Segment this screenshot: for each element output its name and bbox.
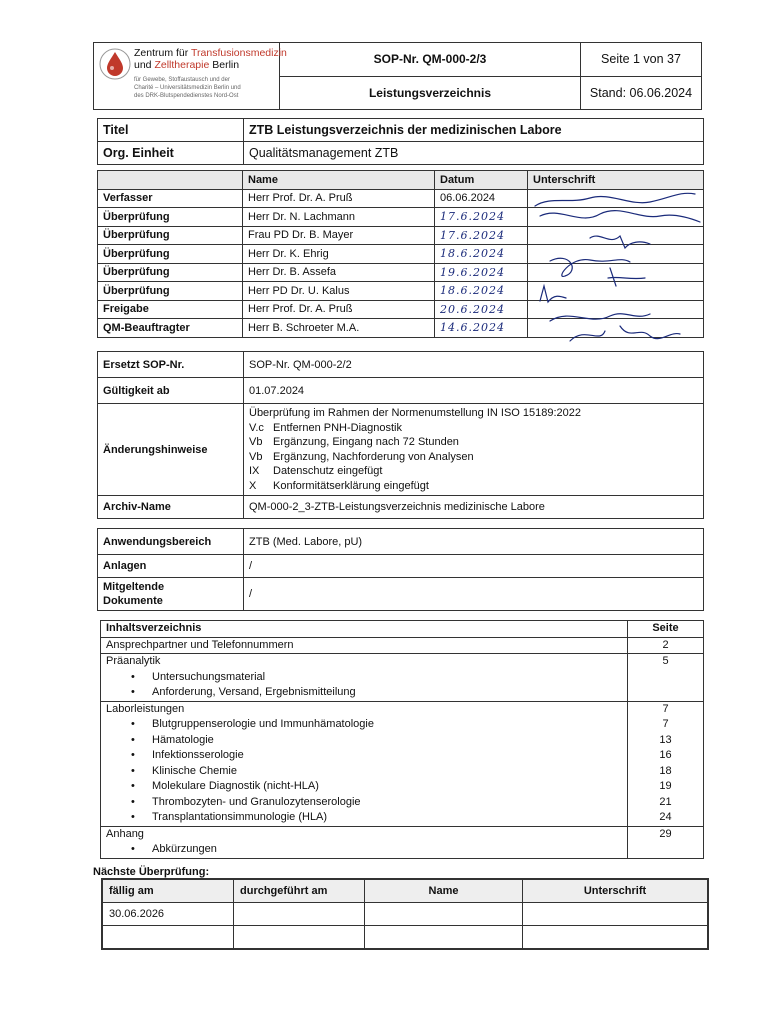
scope-value: ZTB (Med. Labore, pU) [244,529,704,555]
table-row [102,926,708,950]
toc-page: 5 [628,654,704,702]
next-review-cell[interactable] [234,903,365,926]
toc-section-title[interactable]: Laborleistungen [106,702,185,715]
scope-label: Anwendungsbereich [98,529,244,555]
change-text: Entfernen PNH-Diagnostik [273,421,403,434]
toc-subitem[interactable]: • Abkürzungen [152,842,622,858]
next-review-cell[interactable] [234,926,365,950]
signature-header-name: Name [243,171,435,190]
toc-subitem[interactable]: • Hämatologie [152,733,622,749]
replaces-label: Ersetzt SOP-Nr. [98,352,244,378]
signature-role: Freigabe [98,300,243,319]
change-text: Konformitätserklärung eingefügt [273,479,429,492]
next-review-due-date: 30.06.2026 [102,903,234,926]
toc-entry-lab [101,701,628,826]
toc-subitem[interactable]: • Untersuchungsmaterial [152,670,622,686]
related-docs-label-line: Dokumente [103,595,163,607]
org-name-part: Zentrum für [134,47,191,59]
toc-page: 18 [659,764,672,777]
signature-cell [528,226,704,245]
signature-date: 20.6.2024 [435,300,528,319]
title-value: ZTB Leistungsverzeichnis der medizinischen Labore [244,119,704,142]
toc-subitem[interactable]: • Transplantationsimmunologie (HLA) [152,810,622,826]
org-subtitle-line: Charité – Universitätsmedizin Berlin und [134,85,241,91]
toc-entry-preanalytics [101,654,628,702]
signature-header-empty [98,171,243,190]
signature-date: 19.6.2024 [435,263,528,282]
signature-role: Überprüfung [98,245,243,264]
related-docs-label [98,578,244,611]
changes-list [244,404,704,496]
toc-header: Inhaltsverzeichnis [101,621,628,638]
toc-subitem[interactable]: • Blutgruppenserologie und Immunhämatologie [152,717,622,733]
attachments-label: Anlagen [98,555,244,578]
valid-label: Gültigkeit ab [98,378,244,404]
table-row [98,263,704,282]
change-item [249,435,698,450]
valid-value: 01.07.2024 [244,378,704,404]
signature-cell [528,189,704,208]
changes-label: Änderungshinweise [98,404,244,496]
signature-name: Herr Prof. Dr. A. Pruß [243,300,435,319]
meta-table [97,351,704,519]
org-subtitle [134,76,241,100]
toc-subitem[interactable]: • Infektionsserologie [152,748,622,764]
toc-page: 29 [628,826,704,858]
next-review-cell[interactable] [523,926,709,950]
change-text: Überprüfung im Rahmen der Normenumstellung IN ISO 15189:2022 [249,407,582,419]
org-subtitle-line: des DRK-Blutspendedienstes Nord-Ost [134,93,239,99]
signature-cell [528,319,704,338]
blood-drop-logo-icon [98,47,132,81]
change-section: Vb [249,436,263,448]
doc-type: Leistungsverzeichnis [280,76,581,110]
signature-name: Herr Prof. Dr. A. Pruß [243,189,435,208]
title-label: Titel [98,119,244,142]
signature-date: 18.6.2024 [435,245,528,264]
toc-page: 19 [659,780,672,792]
next-review-cell[interactable] [523,903,709,926]
signature-cell [528,245,704,264]
signature-date: 17.6.2024 [435,208,528,227]
signature-date: 06.06.2024 [435,189,528,208]
org-name-part: und [134,59,155,71]
signature-cell [528,300,704,319]
toc-subitem[interactable]: • Molekulare Diagnostik (nicht-HLA) [152,779,622,795]
archive-label: Archiv-Name [98,496,244,519]
toc-page: 2 [628,637,704,654]
change-section: X [249,479,257,492]
toc-subitem[interactable]: • Anforderung, Versand, Ergebnismitteilung [152,685,622,701]
toc-page-list [628,701,704,826]
change-text: Ergänzung, Eingang nach 72 Stunden [273,436,459,448]
org-unit-label: Org. Einheit [98,142,244,165]
org-name-accent: Zelltherapie [154,59,210,71]
toc-section-title[interactable]: Anhang [106,827,144,840]
table-row [98,189,704,208]
signature-role: QM-Beauftragter [98,319,243,338]
signature-header-sign: Unterschrift [528,171,704,190]
signature-role: Überprüfung [98,208,243,227]
toc-entry-appendix [101,826,628,858]
change-section: V.c [249,421,264,434]
signature-name: Herr Dr. N. Lachmann [243,208,435,227]
signature-name: Herr B. Schroeter M.A. [243,319,435,338]
signature-name: Frau PD Dr. B. Mayer [243,226,435,245]
next-review-label: Nächste Überprüfung: [93,866,210,878]
change-item [249,421,698,436]
change-text: Datenschutz eingefügt [273,465,383,477]
signature-date: 14.6.2024 [435,319,528,338]
change-item [249,464,698,479]
next-review-cell[interactable] [102,926,234,950]
next-review-header-name: Name [365,879,523,903]
toc-subitem[interactable]: • Thrombozyten- und Granulozytenserologie [152,795,622,811]
signature-date: 17.6.2024 [435,226,528,245]
toc-sublist [106,670,622,701]
next-review-cell[interactable] [365,903,523,926]
next-review-header-sign: Unterschrift [523,879,709,903]
toc-page: 16 [659,749,672,761]
date-info: Stand: 06.06.2024 [581,76,702,110]
signature-date: 18.6.2024 [435,282,528,301]
signature-role: Überprüfung [98,226,243,245]
title-table [97,118,704,165]
signature-header-date: Datum [435,171,528,190]
signature-name: Herr Dr. K. Ehrig [243,245,435,264]
table-row [98,282,704,301]
sop-number: SOP-Nr. QM-000-2/3 [280,43,581,77]
toc-entry-contacts[interactable]: Ansprechpartner und Telefonnummern [101,637,628,654]
signature-table [97,170,704,338]
change-section: Vb [249,450,263,463]
scope-table [97,528,704,611]
signature-cell [528,282,704,301]
toc-page: 7 [662,718,669,730]
table-row [98,208,704,227]
toc-page: 13 [659,733,672,746]
toc-table [100,620,704,859]
table-row [98,319,704,338]
change-text: Ergänzung, Nachforderung von Analysen [273,450,474,463]
change-item [249,406,698,421]
attachments-value: / [244,555,704,578]
next-review-header-due: fällig am [102,879,234,903]
table-row [98,300,704,319]
related-docs-label-line: Mitgeltende [103,581,165,593]
table-row [98,245,704,264]
signature-role: Verfasser [98,189,243,208]
toc-subitem[interactable]: • Klinische Chemie [152,764,622,780]
change-item [249,479,698,494]
toc-page: 21 [659,795,672,808]
signature-cell [528,208,704,227]
logo-block [94,43,287,110]
signature-role: Überprüfung [98,282,243,301]
archive-value: QM-000-2_3-ZTB-Leistungsverzeichnis medizinische Labore [244,496,704,519]
change-item [249,450,698,465]
org-name [134,47,287,71]
toc-section-title[interactable]: Präanalytik [106,655,161,667]
org-name-accent: Transfusionsmedizin [191,47,287,59]
toc-page: 24 [659,811,672,823]
next-review-header-done: durchgeführt am [234,879,365,903]
toc-page: 7 [662,702,669,715]
org-name-part: Berlin [209,59,240,71]
toc-page-header: Seite [628,621,704,638]
signature-name: Herr PD Dr. U. Kalus [243,282,435,301]
table-row [98,226,704,245]
replaces-value: SOP-Nr. QM-000-2/2 [244,352,704,378]
toc-sublist [106,717,622,826]
page-info: Seite 1 von 37 [581,43,702,77]
toc-sublist [106,842,622,858]
document-header [93,42,702,110]
signature-role: Überprüfung [98,263,243,282]
signature-cell [528,263,704,282]
next-review-cell[interactable] [365,926,523,950]
org-subtitle-line: für Gewebe, Stoffaustausch und der [134,77,230,83]
next-review-table [101,878,709,950]
table-row [102,903,708,926]
signature-name: Herr Dr. B. Assefa [243,263,435,282]
change-section: IX [249,465,260,477]
org-unit-value: Qualitätsmanagement ZTB [244,142,704,165]
related-docs-value: / [244,578,704,611]
